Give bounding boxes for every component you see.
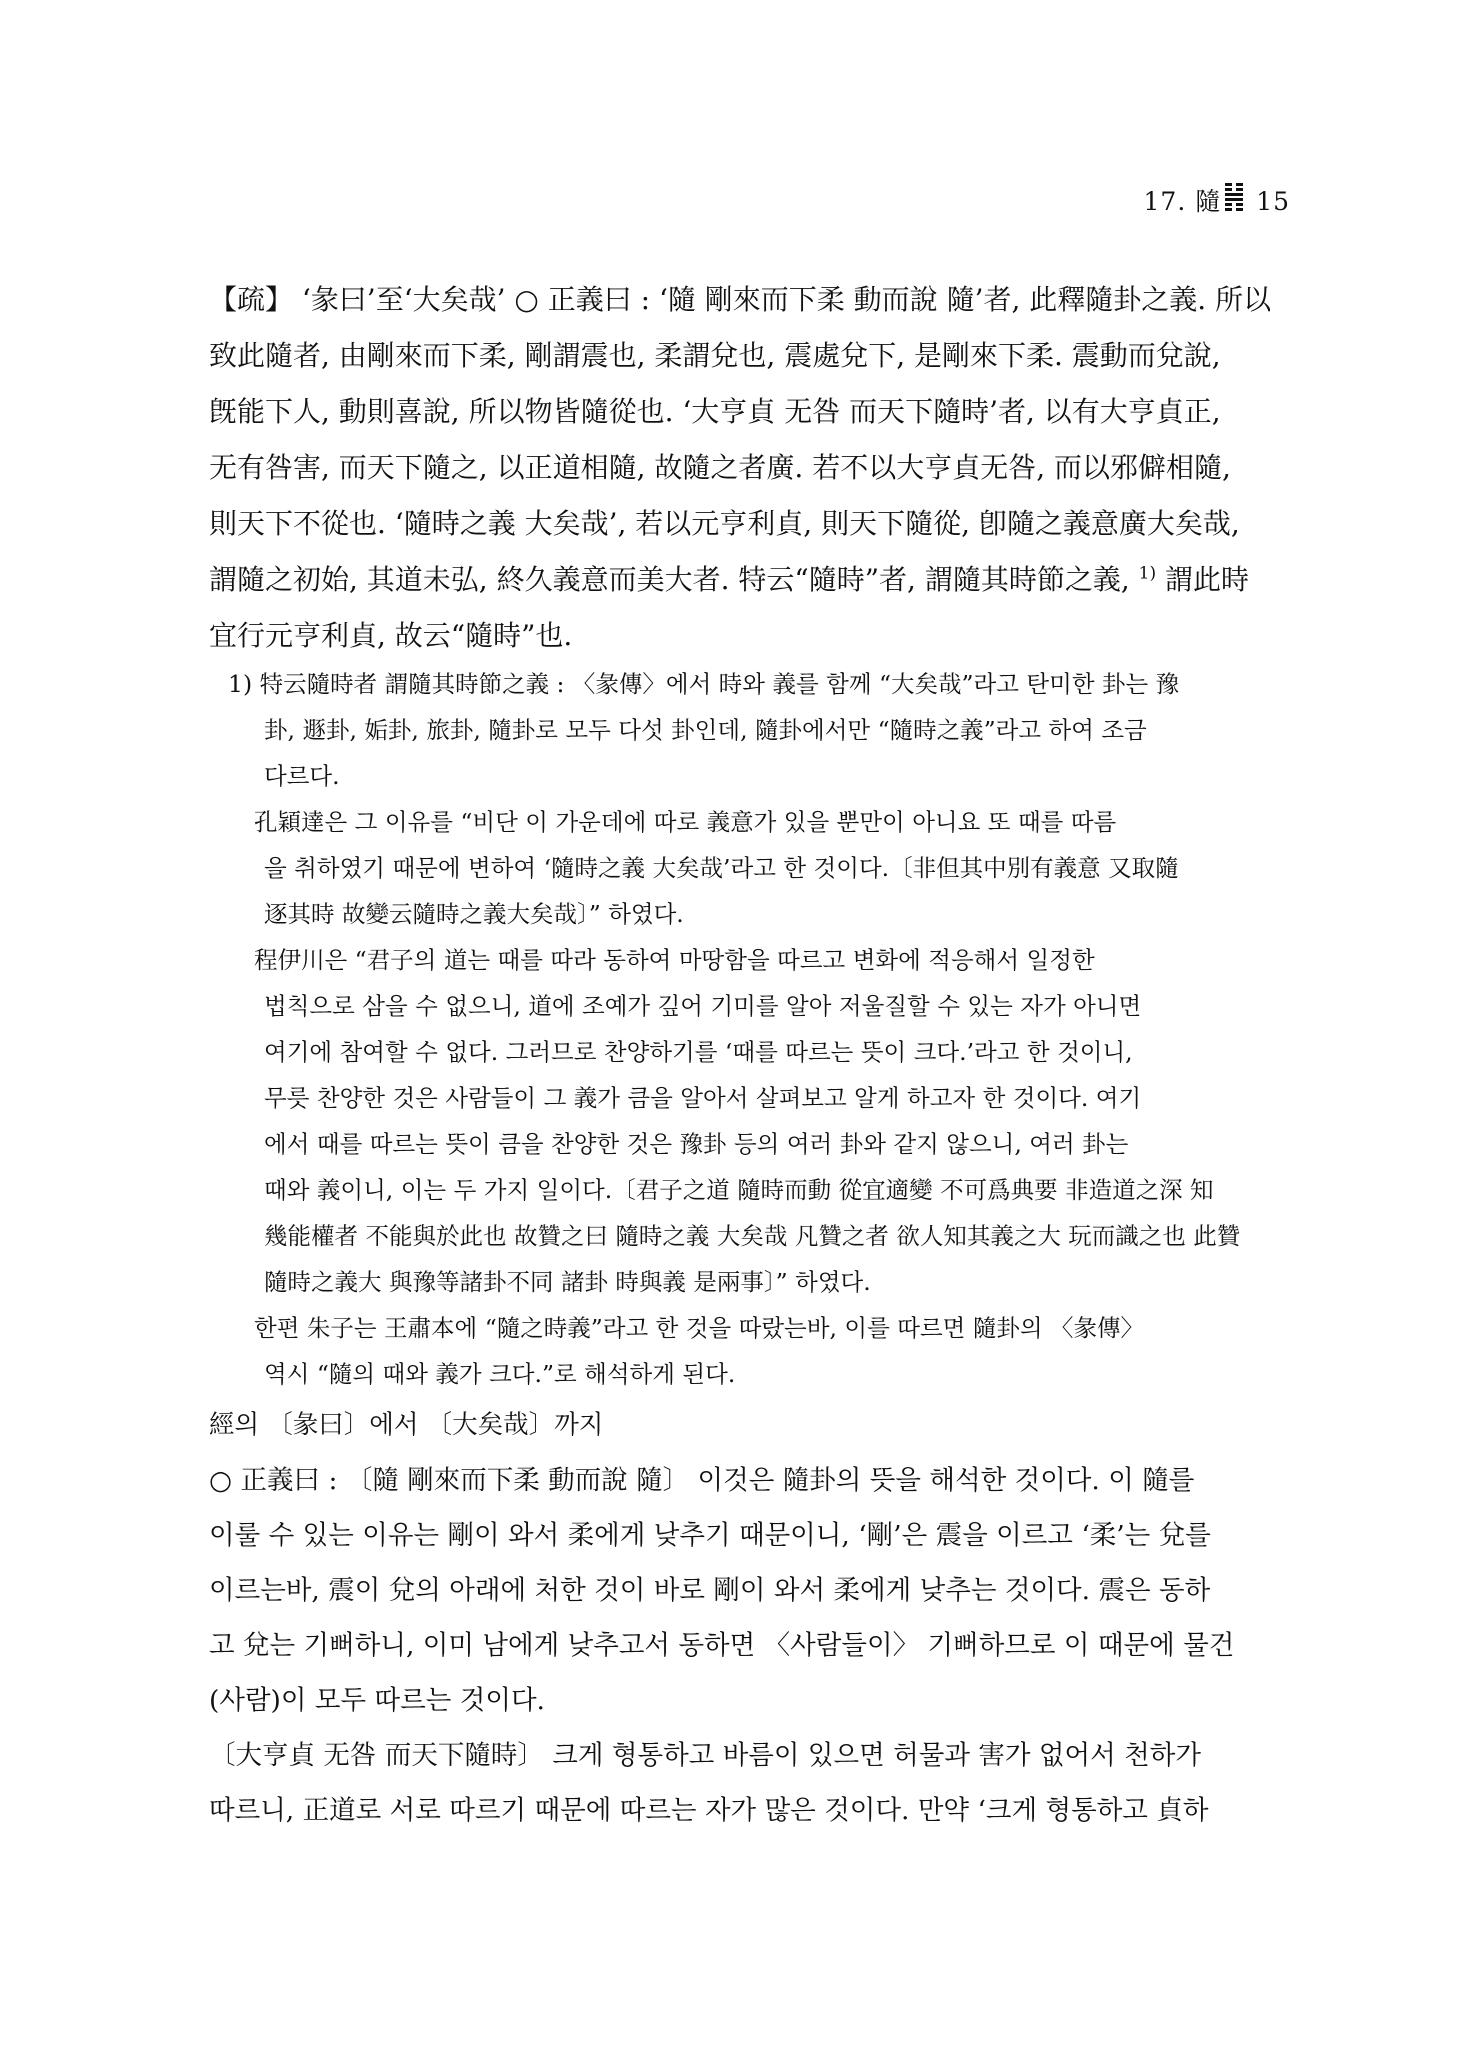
footnote-line: 에서 때를 따르는 뜻이 큼을 찬양한 것은 豫卦 등의 여러 卦와 같지 않으니, 여러 卦는 [264,1130,1129,1158]
translation-line: 이르는바, 震이 兌의 아래에 처한 것이 바로 剛이 와서 柔에게 낮추는 것이다. 震은 동하 [209,1575,1211,1606]
footnote-line [228,661,1271,707]
footnote-line: 을 취하였기 때문에 변하여 ‘隨時之義 大矣哉’라고 한 것이다.〔非但其中別有義意 又取隨 [264,854,1179,882]
translation-line: (사람)이 모두 따르는 것이다. [209,1685,545,1716]
footnote-line: 孔穎達은 그 이유를 “비단 이 가운데에 따로 義意가 있을 뿐만이 아니요 또 때를 따름 [254,808,1117,836]
footnote-line: 역시 “隨의 때와 義가 크다.”로 해석하게 된다. [264,1360,736,1388]
translation-line: 이룰 수 있는 이유는 剛이 와서 柔에게 낮추기 때문이니, ‘剛’은 震을 이르고 ‘柔’는 兌를 [209,1520,1211,1551]
footnote-text: 特云隨時者 謂隨其時節之義 : 〈彖傳〉에서 時와 義를 함께 “大矣哉”라고 탄미한 卦는 豫 [259,670,1180,698]
translation-block [209,1398,1271,1838]
footnote-line: 程伊川은 “君子의 道는 때를 따라 동하여 마땅함을 따르고 변화에 적응해서 일정한 [254,946,1095,974]
footnote-number: 1) [228,670,253,698]
commentary-text: 謂隨之初始, 其道未弘, 終久義意而美大者. 特云“隨時”者, 謂隨其時節之義, [209,563,1130,596]
commentary-line: 致此隨者, 由剛來而下柔, 剛謂震也, 柔謂兌也, 震處兌下, 是剛來下柔. 震動而兌說, [209,339,1221,372]
footnote-line: 한편 朱子는 王肅本에 “隨之時義”라고 한 것을 따랐는바, 이를 따르면 隨卦의 〈彖傳〉 [254,1314,1145,1342]
footnote-line: 법칙으로 삼을 수 없으니, 道에 조예가 깊어 기미를 알아 저울질할 수 있는 자가 아니면 [264,992,1142,1020]
page-number: 15 [1256,187,1290,216]
commentary-line: 則天下不從也. ‘隨時之義 大矣哉’, 若以元亨利貞, 則天下隨從, 卽隨之義意廣大矣哉, [209,507,1240,540]
footnote-line: 때와 義이니, 이는 두 가지 일이다.〔君子之道 隨時而動 從宜適變 不可爲典要 非造道之深 知 [264,1176,1214,1204]
footnote-line: 무릇 찬양한 것은 사람들이 그 義가 큼을 알아서 살펴보고 알게 하고자 한 것이다. 여기 [264,1084,1142,1112]
footnote-line: 여기에 참여할 수 없다. 그러므로 찬양하기를 ‘때를 따르는 뜻이 크다.’라고 한 것이니, [264,1038,1133,1066]
commentary-text: 謂此時 [1165,563,1250,596]
footnote-line: 卦, 遯卦, 姤卦, 旅卦, 隨卦로 모두 다섯 卦인데, 隨卦에서만 “隨時之義”라고 하여 조금 [264,716,1147,744]
commentary-line: 旣能下人, 動則喜說, 所以物皆隨從也. ‘大亨貞 无咎 而天下隨時’者, 以有大亨貞正, [209,395,1221,428]
translation-heading: 經의 〔彖曰〕에서 〔大矣哉〕까지 [209,1410,604,1440]
translation-line: ○ 正義曰 : 〔隨 剛來而下柔 動而說 隨〕 이것은 隨卦의 뜻을 해석한 것이다. 이 隨를 [209,1465,1195,1496]
translation-line: 〔大亨貞 无咎 而天下隨時〕 크게 형통하고 바름이 있으면 허물과 害가 없어서 천하가 [209,1740,1201,1771]
footnote-ref[interactable]: 1) [1138,563,1157,584]
hexagram-icon [1225,183,1243,213]
footnote-line: 隨時之義大 與豫等諸卦不同 諸卦 時與義 是兩事〕” 하였다. [264,1268,871,1296]
footnote-line: 逐其時 故變云隨時之義大矣哉〕” 하였다. [264,900,684,928]
footnote-line: 幾能權者 不能與於此也 故贊之曰 隨時之義 大矣哉 凡贊之者 欲人知其義之大 玩而識之也 此贊 [264,1222,1241,1250]
commentary-line [209,552,1271,608]
commentary-line: 【疏】 ‘彖曰’至‘大矣哉’ ○ 正義曰 : ‘隨 剛來而下柔 動而說 隨’者, 此釋隨卦之義. 所以 [209,283,1272,316]
running-header [1144,182,1290,218]
commentary-line: 无有咎害, 而天下隨之, 以正道相隨, 故隨之者廣. 若不以大亨貞无咎, 而以邪僻相隨, [209,451,1231,484]
translation-line: 따르니, 正道로 서로 따르기 때문에 따르는 자가 많은 것이다. 만약 ‘크게 형통하고 貞하 [209,1795,1209,1826]
footnote-block [228,661,1271,1397]
translation-line: 고 兌는 기뻐하니, 이미 남에게 낮추고서 동하면 〈사람들이〉 기뻐하므로 이 때문에 물건 [209,1630,1235,1661]
commentary-block [209,272,1271,664]
header-title: 17. 隨 [1143,187,1222,216]
commentary-line: 宜行元亨利貞, 故云“隨時”也. [209,619,573,652]
footnote-line: 다르다. [264,762,340,790]
